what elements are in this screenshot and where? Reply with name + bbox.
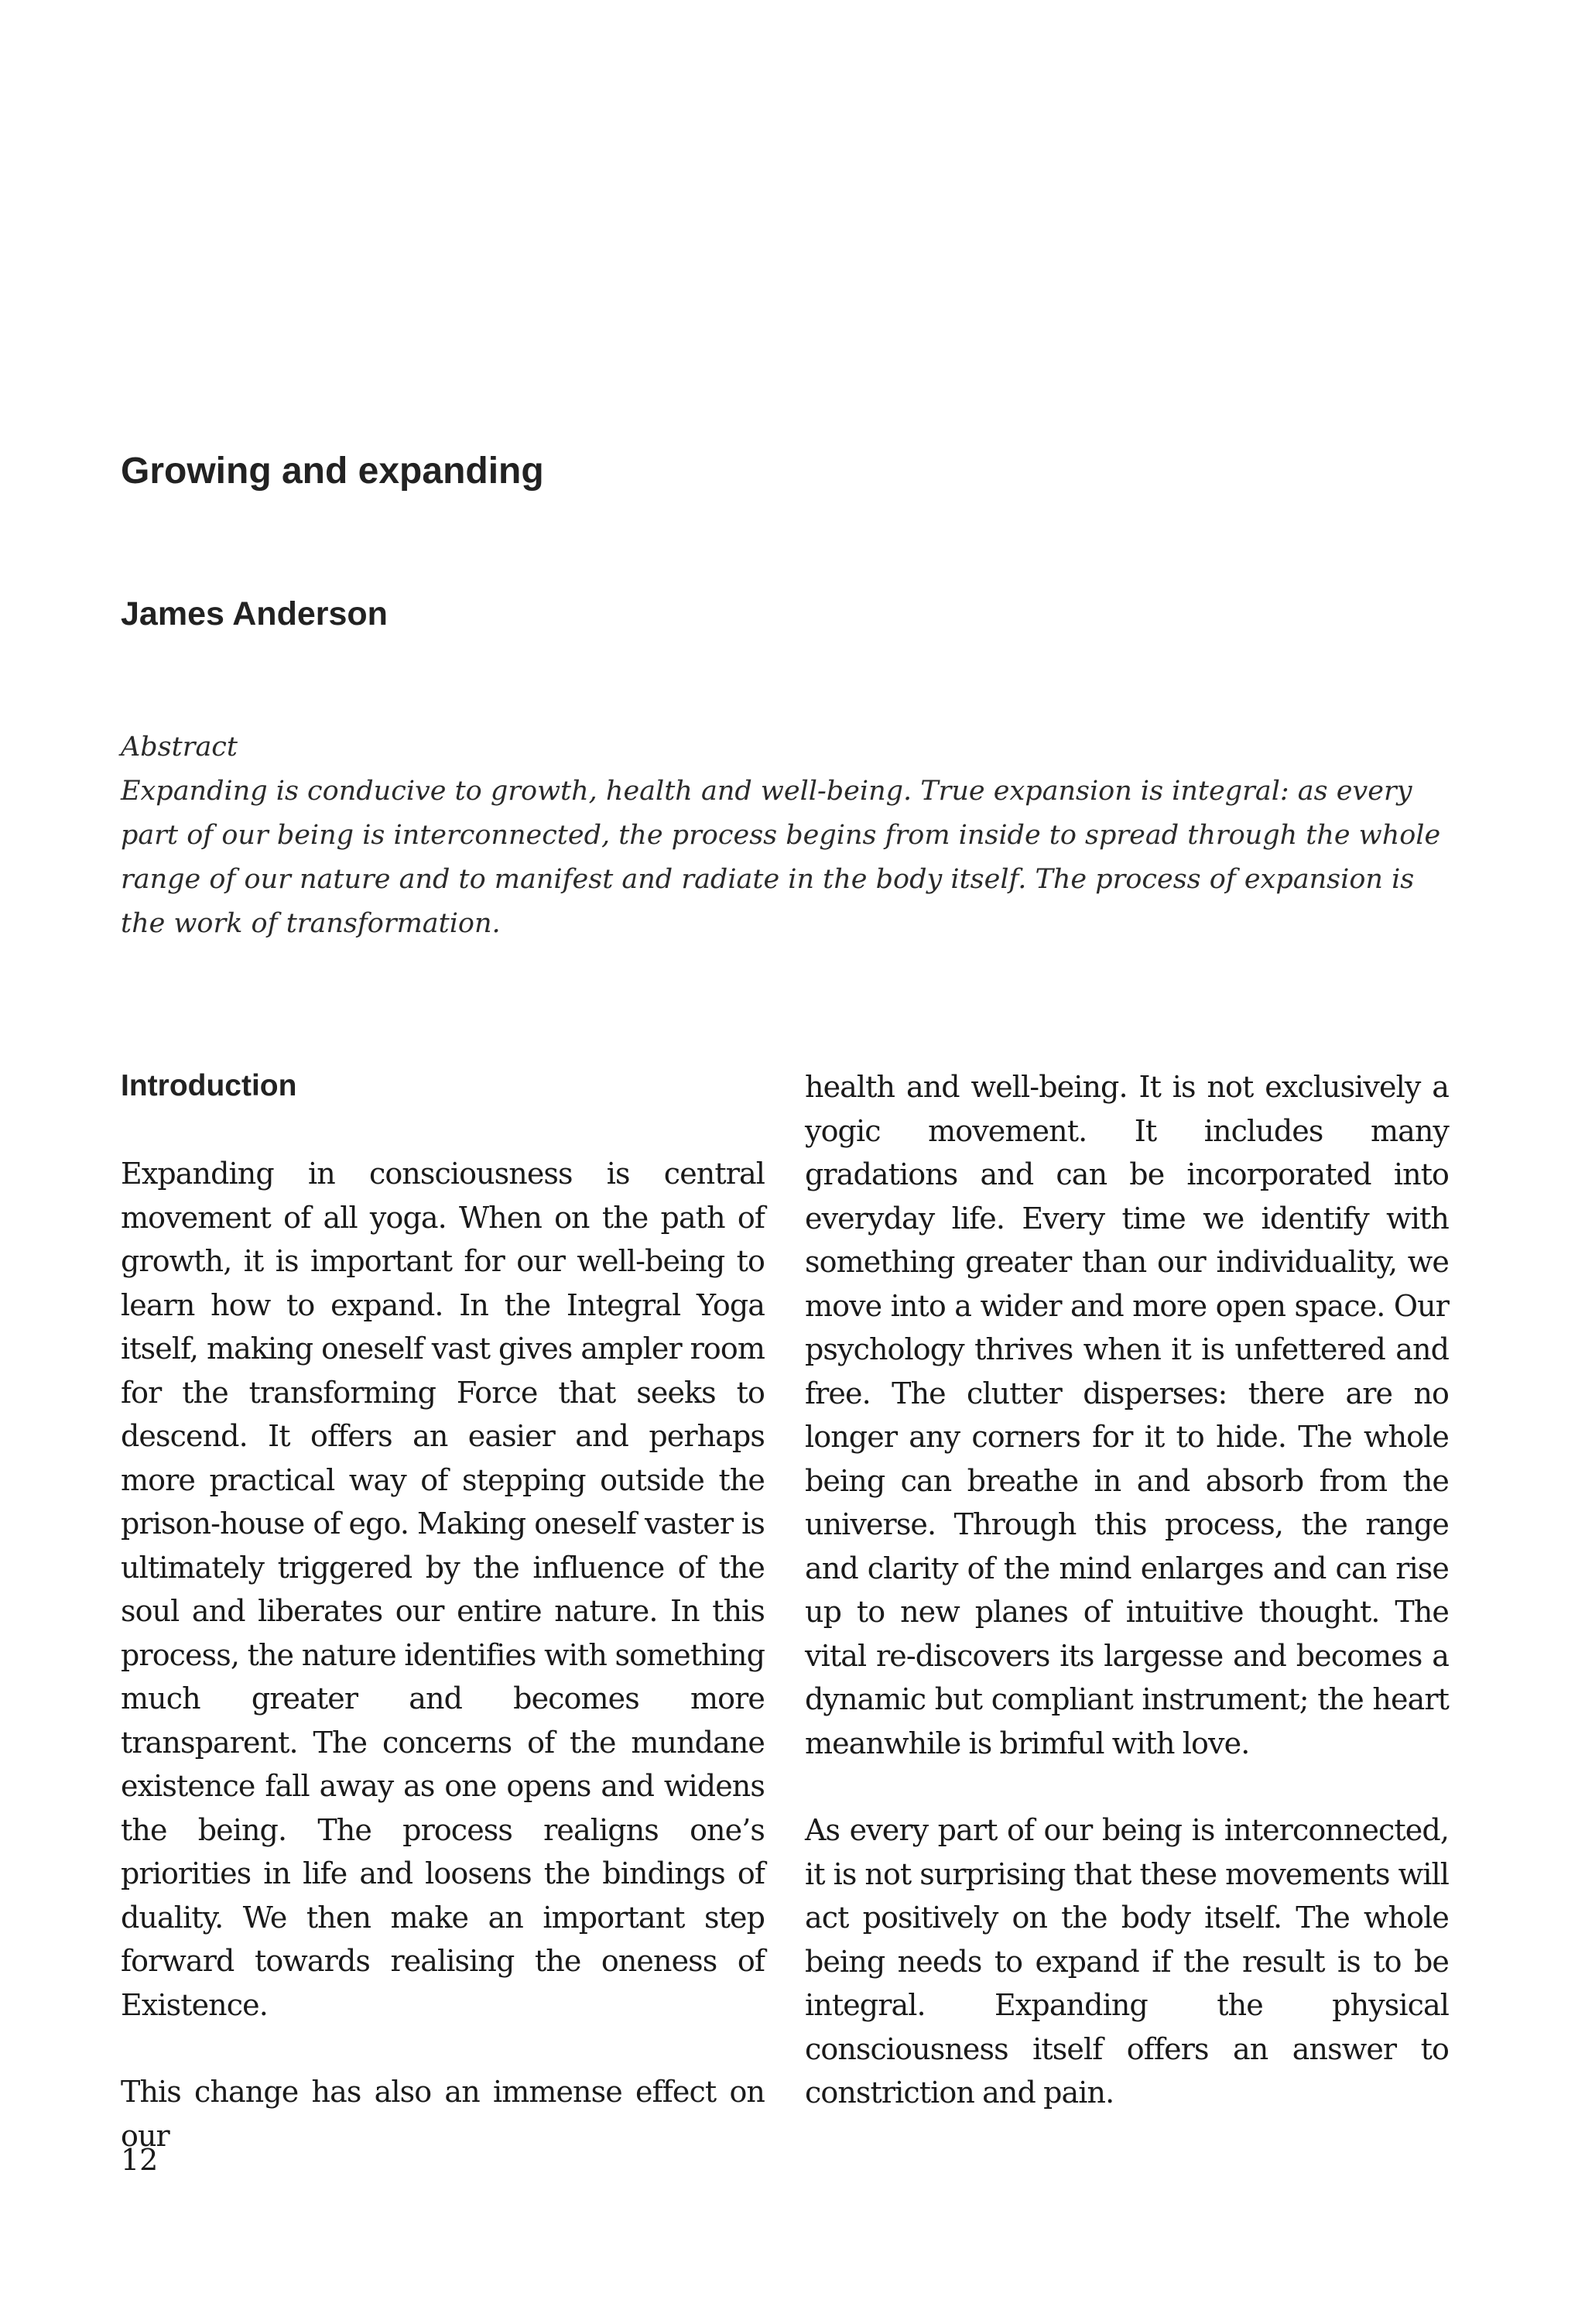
author-name: James Anderson	[121, 595, 388, 632]
body-paragraph: Expanding in consciousness is central movement of all yoga. When on the path of growth, it is important for our well-being to learn how to expand. In the Integral Yoga itself, making oneself vast gives ampler room for the transforming Force that seeks to descend. It offers an easier and perhaps more practical way of stepping outside the prison-house of ego. Making oneself vaster is ultimately triggered by the influence of the soul and liberates our entire nature. In this process, the nature identifies with something much greater and becomes more transparent. The concerns of the mundane existence fall away as one opens and widens the being. The process realigns one’s priorities in life and loosens the bindings of duality. We then make an important step forward towards realising the oneness of Existence.	[121, 1157, 765, 2022]
body-paragraph: This change has also an immense effect on our	[121, 2075, 765, 2153]
page-number: 12	[121, 2143, 159, 2177]
section-heading-introduction: Introduction	[121, 1069, 297, 1102]
text-column-right	[805, 1065, 1449, 2115]
abstract-block	[121, 725, 1452, 946]
text-column-left	[121, 1152, 765, 2158]
body-paragraph: health and well-being. It is not exclusively a yogic movement. It includes many gradations and can be incorporated into everyday life. Every time we identify with something greater than our individuality, we move into a wider and more open space. Our psychology thrives when it is unfettered and free. The clutter disperses: there are no longer any corners for it to hide. The whole being can breathe in and absorb from the universe. Through this process, the range and clarity of the mind enlarges and can rise up to new planes of intuitive thought. The vital re-discovers its largesse and becomes a dynamic but compliant instrument; the heart meanwhile is brimful with love.	[805, 1070, 1449, 1760]
article-title: Growing and expanding	[121, 451, 544, 492]
abstract-text: Expanding is conducive to growth, health and well-being. True expansion is integral: as every part of our being is interconnected, the process begins from inside to spread through the whole range of our nature and to manifest and radiate in the body itself. The process of expansion is the work of transformation.	[121, 776, 1441, 939]
body-paragraph: As every part of our being is interconnected, it is not surprising that these movements will act positively on the body itself. The whole being needs to expand if the result is to be integral. Expanding the physical consciousness itself offers an answer to constriction and pain.	[805, 1813, 1449, 2110]
abstract-label: Abstract	[121, 732, 238, 763]
